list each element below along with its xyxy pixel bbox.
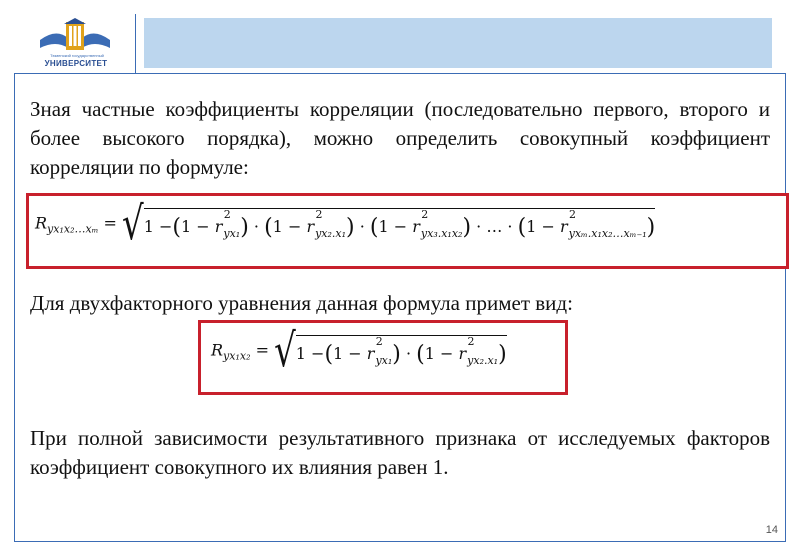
logo	[14, 14, 136, 74]
header-title-area	[144, 18, 772, 68]
page-number: 14	[765, 524, 778, 536]
formula-one: 1 −	[143, 217, 173, 236]
formula-two-factor	[211, 324, 507, 378]
university-emblem-icon	[38, 18, 112, 56]
formula2-one: 1 −	[295, 344, 325, 363]
formula2-lhs-sub: yx₁x₂	[223, 349, 251, 363]
term3-sub: yx₃.x₁x₂	[420, 227, 463, 240]
formula2-lhs: R	[211, 340, 224, 360]
term2-sub: yx₂.x₁	[315, 227, 347, 240]
formula2-eq: =	[255, 340, 269, 360]
formula-general	[35, 197, 656, 251]
formula-lhs: R	[35, 213, 48, 233]
formula2-term1-sub: yx₁	[375, 354, 393, 367]
term4-sub: yxₘ.x₁x₂…xₘ₋₁	[568, 227, 647, 240]
paragraph-intro: Зная частные коэффициенты корреляции (последовательно первого, второго и более высокого порядка), можно определить совокупный коэффициент корреляции по формуле:	[30, 97, 770, 179]
formula2-term2-sub: yx₂.x₁	[467, 354, 499, 367]
formula-sqrt: √1 −(1 − r 2 $_{yx_1}$) · (1 − r 2 $_{yx_2.x_1}$) · (1 − r 2 $_{yx_3.x_1x_2}$) · … · (1 − r 2 $_{yx_m.x_1x_2\dots x_{m-1}}$)	[122, 197, 656, 251]
logo-tagline: Тюменский государственный	[50, 53, 104, 58]
paragraph-conclusion: При полной зависимости результативного признака от исследуемых факторов коэффициент совокупного их влияния равен 1.	[30, 426, 770, 479]
formula-lhs-sub: yx₁x₂…xₘ	[47, 222, 99, 236]
header-bar	[136, 14, 786, 74]
formula-box-two-factor	[198, 320, 568, 395]
formula-dots: · … ·	[476, 217, 513, 236]
term1-sub: yx₁	[223, 227, 241, 240]
formula2-sqrt: √1 −(1 − r 2 $_{yx_1}$) · (1 − r 2 $_{yx_2.x_1}$)	[274, 324, 507, 378]
logo-text: УНИВЕРСИТЕТ	[44, 59, 108, 68]
paragraph-two-factor: Для двухфакторного уравнения данная формула примет вид:	[30, 291, 573, 315]
formula-eq: =	[103, 213, 117, 233]
formula-box-general	[26, 193, 789, 269]
